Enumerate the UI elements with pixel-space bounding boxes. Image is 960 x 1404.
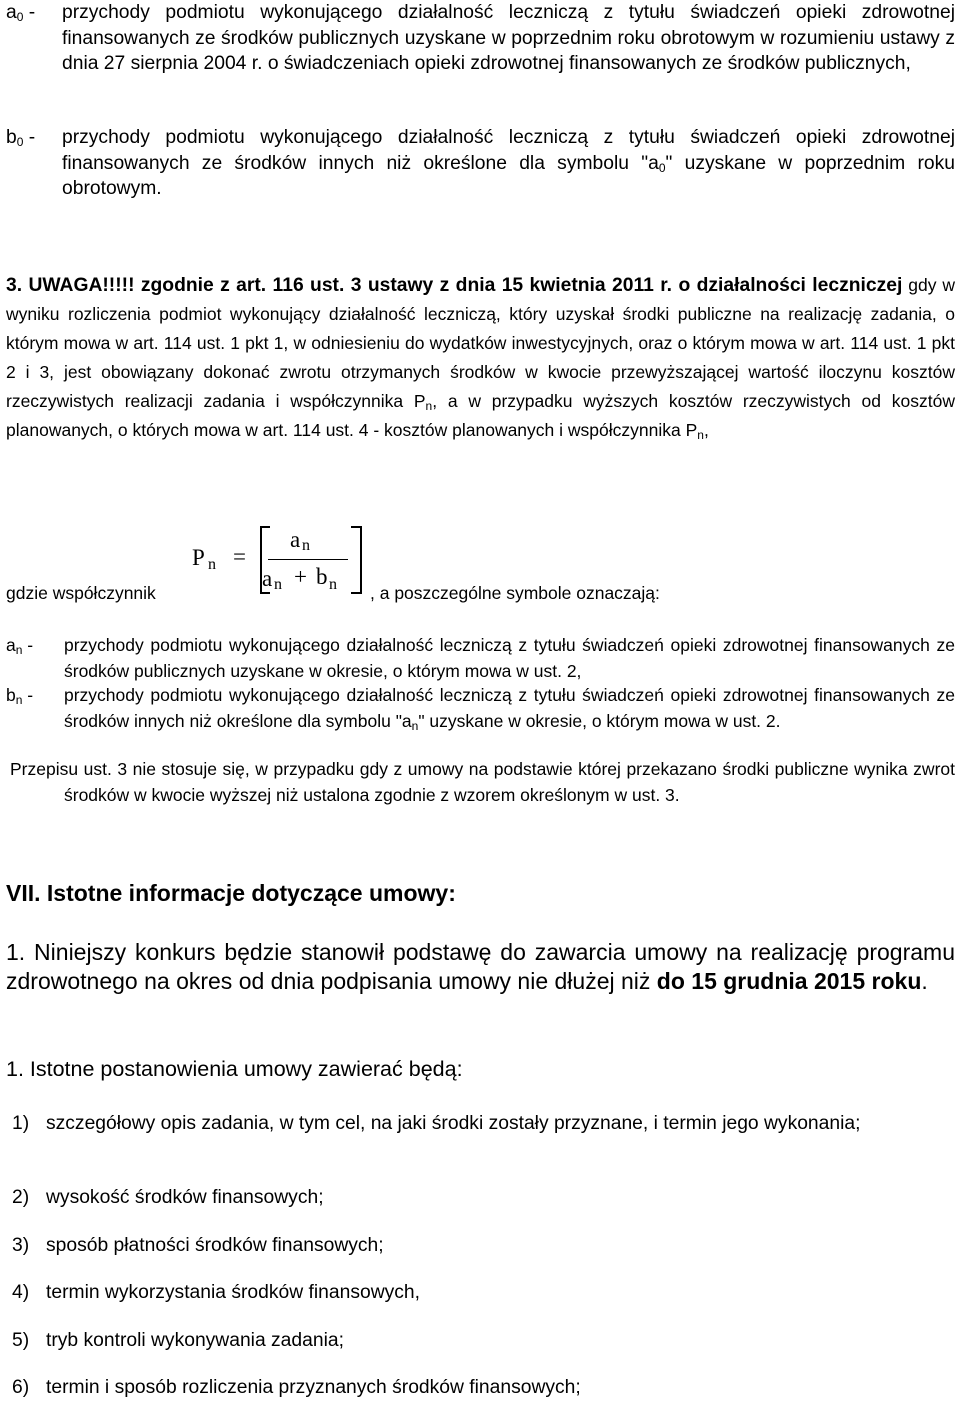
list-item-text: tryb kontroli wykonywania zadania; bbox=[46, 1330, 344, 1351]
list-item-number: 4) bbox=[12, 1282, 30, 1303]
list-item-text: termin wykorzystania środków finansowych, bbox=[46, 1282, 420, 1303]
definition-text-an: przychody podmiotu wykonującego działalność leczniczą z tytułu świadczeń opieki zdrowotnej finansowanych ze środków publicznych uzyskane w okresie, o którym mowa w ust. 2, bbox=[64, 635, 955, 681]
formula-label: gdzie współczynnik bbox=[6, 583, 156, 603]
section-heading-vii: VII. Istotne informacje dotyczące umowy: bbox=[6, 880, 456, 906]
list-item-text: wysokość środków finansowych; bbox=[46, 1187, 324, 1208]
formula-continuation: , a poszczególne symbole oznaczają: bbox=[370, 583, 660, 603]
paragraph-contract-term: 1. Niniejszy konkurs będzie stanowił podstawę do zawarcia umowy na realizację programu zdrowotnego na okres od dnia podpisania umowy nie dłużej niż do 15 grudnia 2015 roku. bbox=[6, 939, 955, 994]
definition-term-an: $a_n$ - bbox=[6, 635, 34, 657]
przepisu-paragraph: Przepisu ust. 3 nie stosuje się, w przypadku gdy z umowy na podstawie której przekazano środki publiczne wynika zwrot środków w kwocie wyższej niż ustalona zgodnie z wzorem określonym w ust. 3. bbox=[10, 759, 955, 805]
list-item-number: 3) bbox=[12, 1235, 30, 1256]
list-item-number: 6) bbox=[12, 1377, 30, 1398]
definition-text-bn: przychody podmiotu wykonującego działalność leczniczą z tytułu świadczeń opieki zdrowotnej finansowanych ze środków innych niż określone dla symbolu "$a_n$" uzyskane w okresie, o którym mowa w ust. 2. bbox=[64, 685, 955, 733]
uwaga-heading: 3. UWAGA!!!!! zgodnie z art. 116 ust. 3 ustawy z dnia 15 kwietnia 2011 r. o działalności leczniczej bbox=[6, 275, 903, 296]
list-item-number: 5) bbox=[12, 1330, 30, 1351]
definition-term-b0: $b_0$ - bbox=[6, 127, 36, 149]
list-item-text: szczegółowy opis zadania, w tym cel, na jaki środki zostały przyznane, i termin jego wykonania; bbox=[46, 1113, 861, 1134]
formula-pn: P n = a n a n + b n bbox=[190, 520, 370, 600]
definition-text-a0: przychody podmiotu wykonującego działalność leczniczą z tytułu świadczeń opieki zdrowotnej finansowanych ze środków publicznych uzyskane w poprzednim roku obrotowym w rozumieniu ustawy z dnia 27 sierpnia 2004 r. o świadczeniach opieki zdrowotnej finansowanych ze środków publicznych, bbox=[62, 2, 955, 74]
list-item-text: sposób płatności środków finansowych; bbox=[46, 1235, 384, 1256]
uwaga-paragraph: 3. UWAGA!!!!! zgodnie z art. 116 ust. 3 ustawy z dnia 15 kwietnia 2011 r. o działalności leczniczej gdy w wyniku rozliczenia podmiot wykonujący działalność leczniczą, który uzyskał środki publiczne na realizację zadania, o którym mowa w art. 114 ust. 1 pkt 1, w odniesieniu do wydatków inwestycyjnych, oraz o którym mowa w art. 114 ust. 1 pkt 2 i 3, jest obowiązany dokonać zwrotu otrzymanych środków w kwocie przewyższającej wartość iloczynu kosztów rzeczywistych realizacji zadania i współczynnika $P_n$, a w przypadku wyższych kosztów rzeczywistych od kosztów planowanych, o których mowa w art. 114 ust. 4 - kosztów planowanych i współczynnika $P_n$, bbox=[6, 275, 956, 442]
definition-term-bn: $b_n$ - bbox=[6, 685, 34, 707]
paragraph-contract-provisions: 1. Istotne postanowienia umowy zawierać będą: bbox=[6, 1057, 463, 1081]
list-item-number: 1) bbox=[12, 1113, 30, 1134]
definition-term-a0: $a_0$ - bbox=[6, 2, 36, 24]
list-item-number: 2) bbox=[12, 1187, 30, 1208]
list-item-text: termin i sposób rozliczenia przyznanych środków finansowych; bbox=[46, 1377, 581, 1398]
definition-text-b0: przychody podmiotu wykonującego działalność leczniczą z tytułu świadczeń opieki zdrowotnej finansowanych ze środków innych niż określone dla symbolu "$a_0$" uzyskane w poprzednim roku obrotowym. bbox=[62, 127, 955, 199]
